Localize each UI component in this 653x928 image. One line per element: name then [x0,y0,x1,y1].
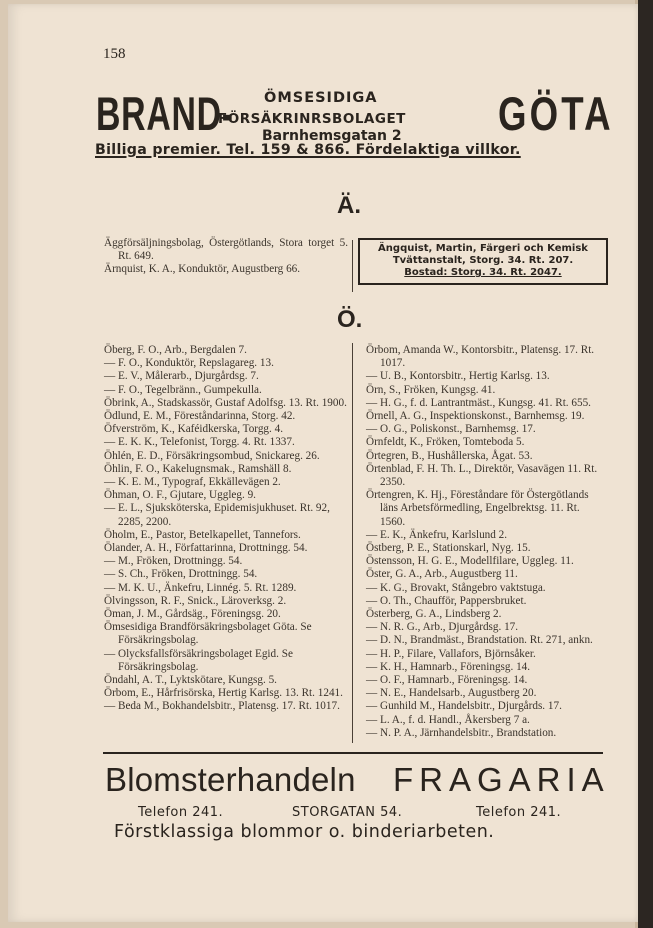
footer-ad-title-left: Blomsterhandeln [105,761,356,798]
list-item: Ömsesidiga Brandförsäkringsbolaget Göta. Se Försäkringsbolag. [104,621,312,647]
list-item: Östberg, P. E., Stationskarl, Nyg. 15. [366,542,531,555]
book-edge [638,0,653,928]
boxed-advert [358,238,608,285]
list-item: Örbom, E., Hårfrisörska, Hertig Karlsg. 13. Rt. 1241. [104,687,343,700]
list-item: Öndahl, A. T., Lyktskötare, Kungsg. 5. [104,674,277,687]
section-a-left-column [104,237,348,277]
list-item: — Olycksfallsförsäkringsbolaget Egid. Se Försäkringsbolag. [104,647,293,673]
list-item: — Gunhild M., Handelsbitr., Djurgårds. 17. [366,700,562,713]
list-item: — H. P., Filare, Vallafors, Björnsåker. [366,647,536,660]
column-divider [352,240,353,292]
section-letter-o: Ö. [337,306,363,333]
list-item: Öberg, F. O., Arb., Bergdalen 7. [104,344,247,356]
header-ad-left-word: BRAND- [96,87,234,140]
list-item: — E. K., Änkefru, Karlslund 2. [366,528,508,541]
section-letter-a: Ä. [337,192,361,219]
list-item: Ödlund, E. M., Föreståndarinna, Storg. 42. [104,410,296,423]
list-item: Örn, S., Fröken, Kungsg. 41. [366,383,496,396]
footer-ad-title-right: FRAGARIA [393,761,610,798]
list-item: — M. K. U., Änkefru, Linnég. 5. Rt. 1289. [104,581,297,594]
list-item: Öhman, O. F., Gjutare, Uggleg. 9. [104,489,256,502]
list-item: Äggförsäljningsbolag, Östergötlands, Stora torget 5. Rt. 649. [104,237,348,263]
list-item: Öfverström, K., Kaféidkerska, Torgg. 4. [104,423,284,436]
list-item: Örnfeldt, K., Fröken, Tomteboda 5. [366,436,525,449]
footer-ad-phone-right: Telefon 241. [476,805,562,820]
list-item: — O. G., Poliskonst., Barnhemsg. 17. [366,423,536,436]
list-item: — F. O., Tegelbränn., Gumpekulla. [104,383,262,396]
list-item: Ärnquist, K. A., Konduktör, Augustberg 66. [104,263,301,276]
list-item: — E. V., Målerarb., Djurgårdsg. 7. [104,370,259,383]
footer-ad-rule [103,752,603,754]
list-item: — N. R. G., Arb., Djurgårdsg. 17. [366,621,519,634]
list-item: — L. A., f. d. Handl., Åkersberg 7 a. [366,713,530,726]
boxed-advert-line: Ängquist, Martin, Färgeri och Kemisk [378,243,588,254]
list-item: — O. Th., Chaufför, Pappersbruket. [366,594,527,607]
header-ad-tagline: Billiga premier. Tel. 159 & 866. Fördelaktiga villkor. [95,142,521,158]
list-item: Östensson, H. G. E., Modellfilare, Uggleg. 11. [366,555,574,568]
section-o-left-column [104,344,348,714]
list-item: — E. L., Sjuksköterska, Epidemisjukhuset. Rt. 92, 2285, 2200. [104,502,330,528]
list-item: Örtenblad, F. H. Th. L., Direktör, Vasavägen 11. Rt. 2350. [366,462,598,489]
list-item: — D. N., Brandmäst., Brandstation. Rt. 271, ankn. [366,634,593,647]
list-item: — M., Fröken, Drottningg. 54. [104,555,243,568]
list-item: — O. F., Hamnarb., Föreningsg. 14. [366,674,528,687]
header-ad-line1: ÖMSESIDIGA [264,90,378,106]
directory-page [8,4,638,922]
list-item: — S. Ch., Fröken, Drottningg. 54. [104,568,258,581]
list-item: — K. H., Hamnarb., Föreningsg. 14. [366,660,531,673]
footer-ad-street: STORGATAN 54. [292,805,403,820]
list-item: — K. G., Brovakt, Stångebro vaktstuga. [366,581,546,594]
list-item: Örtengren, K. Hj., Föreståndare för Östergötlands läns Arbetsförmedling, Engelbrektsg. 11. Rt. 1560. [366,489,589,528]
list-item: — K. E. M., Typograf, Ekkällevägen 2. [104,476,281,489]
list-item: — F. O., Konduktör, Repslagareg. 13. [104,357,274,370]
list-item: Örtegren, B., Hushållerska, Ågat. 53. [366,449,533,462]
header-ad-right-word: GÖTA [498,87,614,140]
header-ad-line3: Barnhemsgatan 2 [262,128,402,144]
list-item: — N. E., Handelsarb., Augustberg 20. [366,687,537,700]
list-item: — N. P. A., Järnhandelsbitr., Brandstation. [366,726,557,739]
list-item: Örnell, A. G., Inspektionskonst., Barnhemsg. 19. [366,410,585,423]
list-item: Öhlin, F. O., Kakelugnsmak., Ramshäll 8. [104,462,292,475]
page-number: 158 [103,46,126,62]
boxed-advert-line: Bostad: Storg. 34. Rt. 2047. [404,267,562,278]
column-divider [352,343,353,743]
list-item: Österberg, G. A., Lindsberg 2. [366,608,502,621]
footer-ad-phone-left: Telefon 241. [138,805,224,820]
list-item: Öholm, E., Pastor, Betelkapellet, Tannefors. [104,528,301,541]
list-item: Ölvingsson, R. F., Snick., Läroverksg. 2. [104,594,287,607]
list-item: Öman, J. M., Gårdsäg., Föreningsg. 20. [104,608,281,621]
boxed-advert-line: Tvättanstalt, Storg. 34. Rt. 207. [392,255,574,266]
list-item: Örbom, Amanda W., Kontorsbitr., Platensg. 17. Rt. 1017. [366,344,595,370]
footer-ad-slogan: Förstklassiga blommor o. binderiarbeten. [114,822,495,842]
list-item: Öster, G. A., Arb., Augustberg 11. [366,568,518,581]
list-item: — H. G., f. d. Lantrantmäst., Kungsg. 41. Rt. 655. [366,396,591,409]
list-item: Öhlén, E. D., Försäkringsombud, Snickareg. 26. [104,449,320,462]
list-item: — Beda M., Bokhandelsbitr., Platensg. 17. Rt. 1017. [104,700,340,713]
list-item: Öbrink, A., Stadskassör, Gustaf Adolfsg. 13. Rt. 1900. [104,396,347,409]
list-item: — U. B., Kontorsbitr., Hertig Karlsg. 13. [366,370,550,383]
section-o-right-column [366,344,602,740]
list-item: Ölander, A. H., Författarinna, Drottningg. 54. [104,542,308,555]
header-ad-line2: FÖRSÄKRINRSBOLAGET [218,111,406,127]
list-item: — E. K. K., Telefonist, Torgg. 4. Rt. 1337. [104,436,295,449]
